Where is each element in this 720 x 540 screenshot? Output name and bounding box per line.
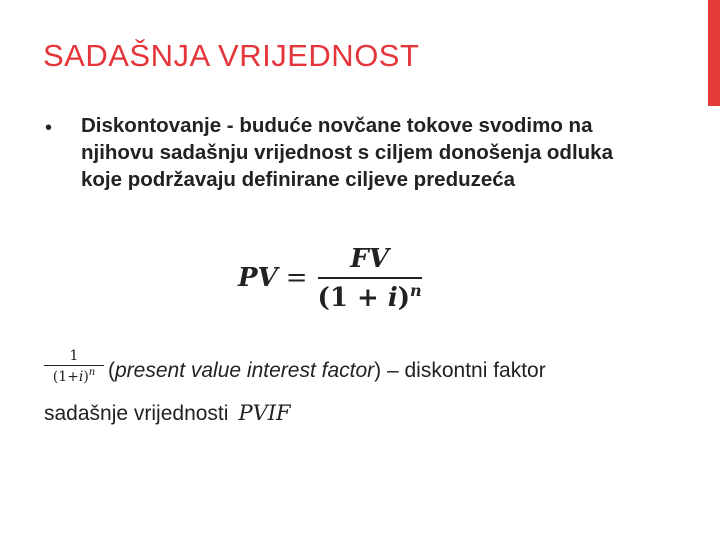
slide-title: SADAŠNJA VRIJEDNOST xyxy=(43,38,420,73)
formula-lhs: PV xyxy=(238,263,278,293)
bullet-line: koje podržavaju definirane ciljeve preduzeća xyxy=(81,168,516,191)
factor-definition: (present value interest factor) – diskontni faktor xyxy=(108,359,546,382)
present-value-formula xyxy=(238,238,422,318)
formula-equals: = xyxy=(285,263,308,293)
bullet-paragraph xyxy=(81,112,681,193)
factor-denominator: $(1+i)^n$ xyxy=(52,367,96,385)
formula-numerator: FV xyxy=(350,243,389,274)
bullet-line: njihovu sadašnju vrijednost s ciljem donošenja odluka xyxy=(81,141,613,164)
factor-abbreviation: PVIF xyxy=(238,401,291,425)
factor-description: – diskontni faktor xyxy=(381,359,546,382)
formula-denominator: $(1 + i)^n$ xyxy=(317,280,422,313)
factor-numerator: 1 xyxy=(69,348,79,364)
bullet-line: Diskontovanje - buduće novčane tokove svodimo na xyxy=(81,114,593,137)
discount-factor-fraction xyxy=(44,348,104,385)
formula-fraction xyxy=(318,244,422,313)
bullet-symbol: • xyxy=(45,117,53,139)
factor-definition-continued: sadašnje vrijednosti PVIF xyxy=(44,401,291,425)
accent-bar xyxy=(708,0,720,106)
factor-term: present value interest factor xyxy=(115,359,375,382)
